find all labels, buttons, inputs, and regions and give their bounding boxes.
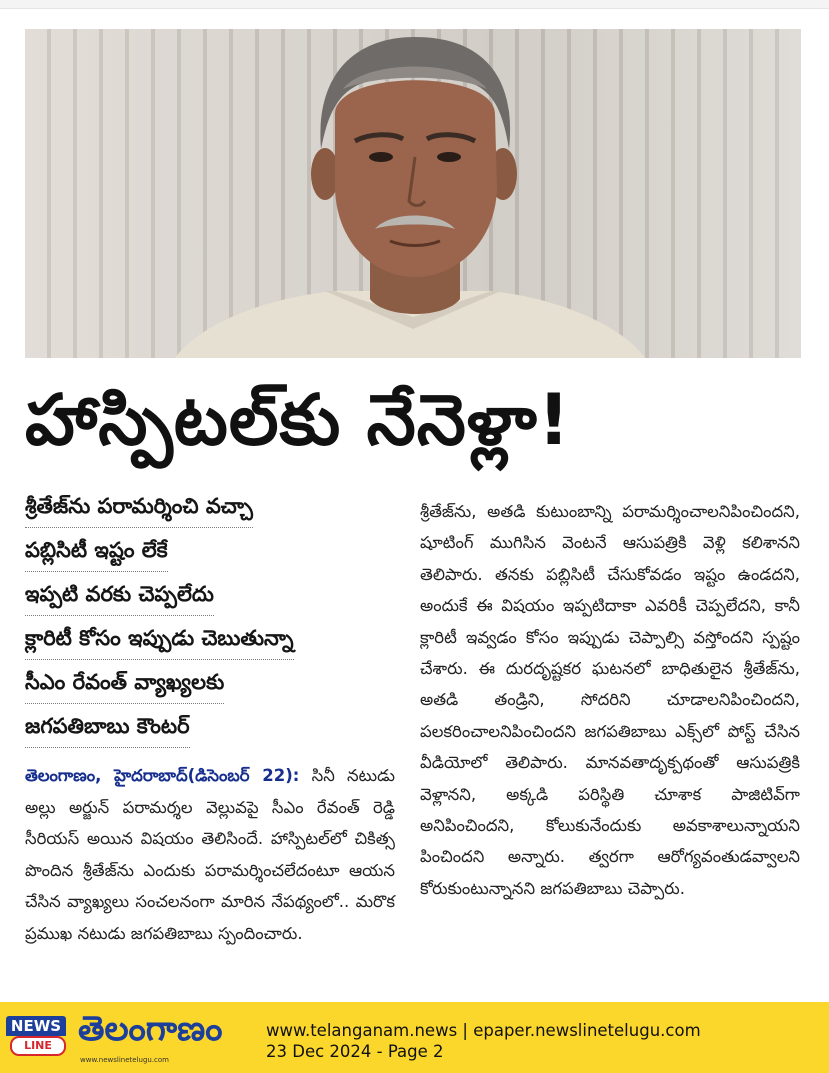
man-portrait-illustration [25, 29, 801, 358]
headline: హాస్పిటల్‌కు నేనెళ్లా! [25, 379, 571, 461]
highlight-item: ఇప్పటి వరకు చెప్పలేదు [25, 578, 395, 622]
highlight-item: పబ్లిసిటీ ఇష్టం లేకే [25, 534, 395, 578]
right-body-paragraph: శ్రీతేజ్‌ను, అతడి కుటుంబాన్ని పరామర్శించాలనిపించిందని, షూటింగ్ ముగిసిన వెంటనే ఆసుపత్రికి వెళ్లి కలిశానని తెలిపారు. తనకు పబ్లిసిటీ చేసుకోవడం ఇష్టం ఉండదని, అందుకే ఈ విషయం ఇప్పటిదాకా ఎవరికీ చెప్పలేదని, కానీ క్లారిటీ ఇవ్వడం కోసం ఇప్పుడు చెప్పాల్సి వస్తోందని స్పష్టం చేశారు. ఈ దురదృష్టకర ఘటనలో బాధితులైన శ్రీతేజ్‌ను, అతడి తండ్రిని, సోదరిని చూడాలనిపించిందని, పలకరించాలనిపించిందని జగపతిబాబు ఎక్స్‌లో పోస్ట్ చేసిన వీడియోలో తెలిపారు. మానవతాదృక్పథంతో ఆసుపత్రికి వెళ్లానని, అక్కడి పరిస్థితి చూశాక పాజిటివ్‌గా అనిపించిందని, కోలుకునేందుకు అవకాశాలున్నాయని పించిందని అన్నారు. త్వరగా ఆరోగ్యవంతుడవ్వాలని కోరుకుంటున్నానని జగపతిబాబు చెప్పారు. [420, 502, 800, 898]
left-column [25, 490, 395, 949]
previous-page-edge [0, 0, 829, 9]
highlight-item: సీఎం రేవంత్ వ్యాఖ్యలకు [25, 666, 395, 710]
footer-edition: 23 Dec 2024 - Page 2 [266, 1042, 444, 1061]
highlight-item: క్లారిటీ కోసం ఇప్పుడు చెబుతున్నా [25, 622, 395, 666]
dateline: తెలంగాణం, హైదరాబాద్(డిసెంబర్ 22): [25, 766, 300, 785]
telanganam-brand: తెలంగాణం [78, 1009, 223, 1049]
footer-sites: www.telanganam.news | epaper.newslinetelugu.com [266, 1021, 701, 1040]
brand-url: www.newslinetelugu.com [80, 1056, 169, 1064]
footer-bar [0, 1002, 829, 1073]
highlight-item: శ్రీతేజ్‌ను పరామర్శించి వచ్చా [25, 490, 395, 534]
left-body-text: సినీ నటుడు అల్లు అర్జున్ పరామర్శల వెల్లువపై సీఎం రేవంత్ రెడ్డి సీరియస్ అయిన విషయం తెలిసిందే. హాస్పిటల్‌లో చికిత్స పొందిన శ్రీతేజ్‌ను ఎందుకు పరామర్శించలేదంటూ ఆయన చేసిన వ్యాఖ్యలు సంచలనంగా మారిన నేపథ్యంలో.. మరొక ప్రముఖ నటుడు జగపతిబాబు స్పందించారు. [25, 766, 395, 943]
highlight-item: జగపతిబాబు కౌంటర్ [25, 710, 395, 754]
newsline-logo [6, 1016, 66, 1056]
article-photo [25, 29, 801, 358]
left-body-paragraph [25, 760, 395, 949]
logo-line-text: LINE [10, 1036, 66, 1056]
logo-news-text: NEWS [6, 1016, 66, 1036]
highlight-list [25, 490, 395, 754]
